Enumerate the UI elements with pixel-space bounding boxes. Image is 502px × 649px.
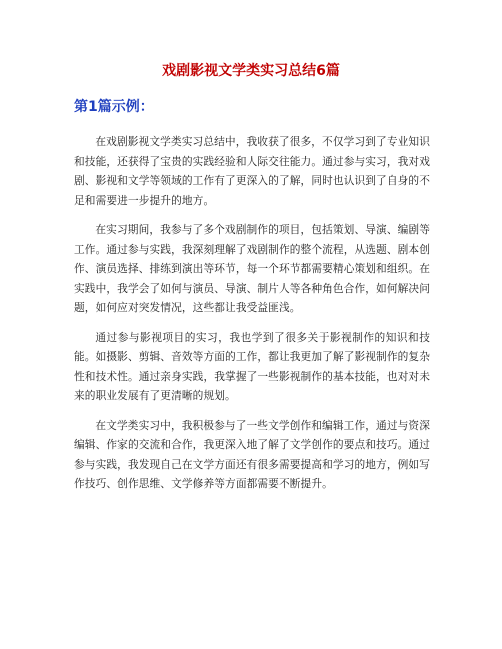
- paragraph: 在文学类实习中，我积极参与了一些文学创作和编辑工作，通过与资深编辑、作家的交流和合作，我更深入地了解了文学创作的要点和技巧。通过参与实践，我发现自己在文学方面还有很多需要提高和学习的地方，例如写作技巧、创作思维、文学修养等方面都需要不断提升。: [74, 418, 430, 490]
- paragraph: 在戏剧影视文学类实习总结中，我收获了很多，不仅学习到了专业知识和技能，还获得了宝贵的实践经验和人际交往能力。通过参与实习，我对戏剧、影视和文学等领域的工作有了更深入的了解，同时也认识到了自身的不足和需要进一步提升的地方。: [74, 135, 430, 207]
- section-heading: 第1篇示例：: [74, 99, 154, 115]
- paragraph: 在实习期间，我参与了多个戏剧制作的项目，包括策划、导演、编剧等工作。通过参与实践，我深刻理解了戏剧制作的整个流程，从选题、剧本创作、演员选择、排练到演出等环节，每一个环节都需要精心策划和组织。在实践中，我学会了如何与演员、导演、制片人等各种角色合作，如何解决问题，如何应对突发情况，这些都让我受益匪浅。: [74, 223, 430, 314]
- document-body: [74, 132, 430, 504]
- paragraph: 通过参与影视项目的实习，我也学到了很多关于影视制作的知识和技能。如摄影、剪辑、音效等方面的工作，都让我更加了解了影视制作的复杂性和技术性。通过亲身实践，我掌握了一些影视制作的基本技能，也对对未来的职业发展有了更清晰的规划。: [74, 330, 430, 402]
- document-title: 戏剧影视文学类实习总结6篇: [162, 63, 340, 79]
